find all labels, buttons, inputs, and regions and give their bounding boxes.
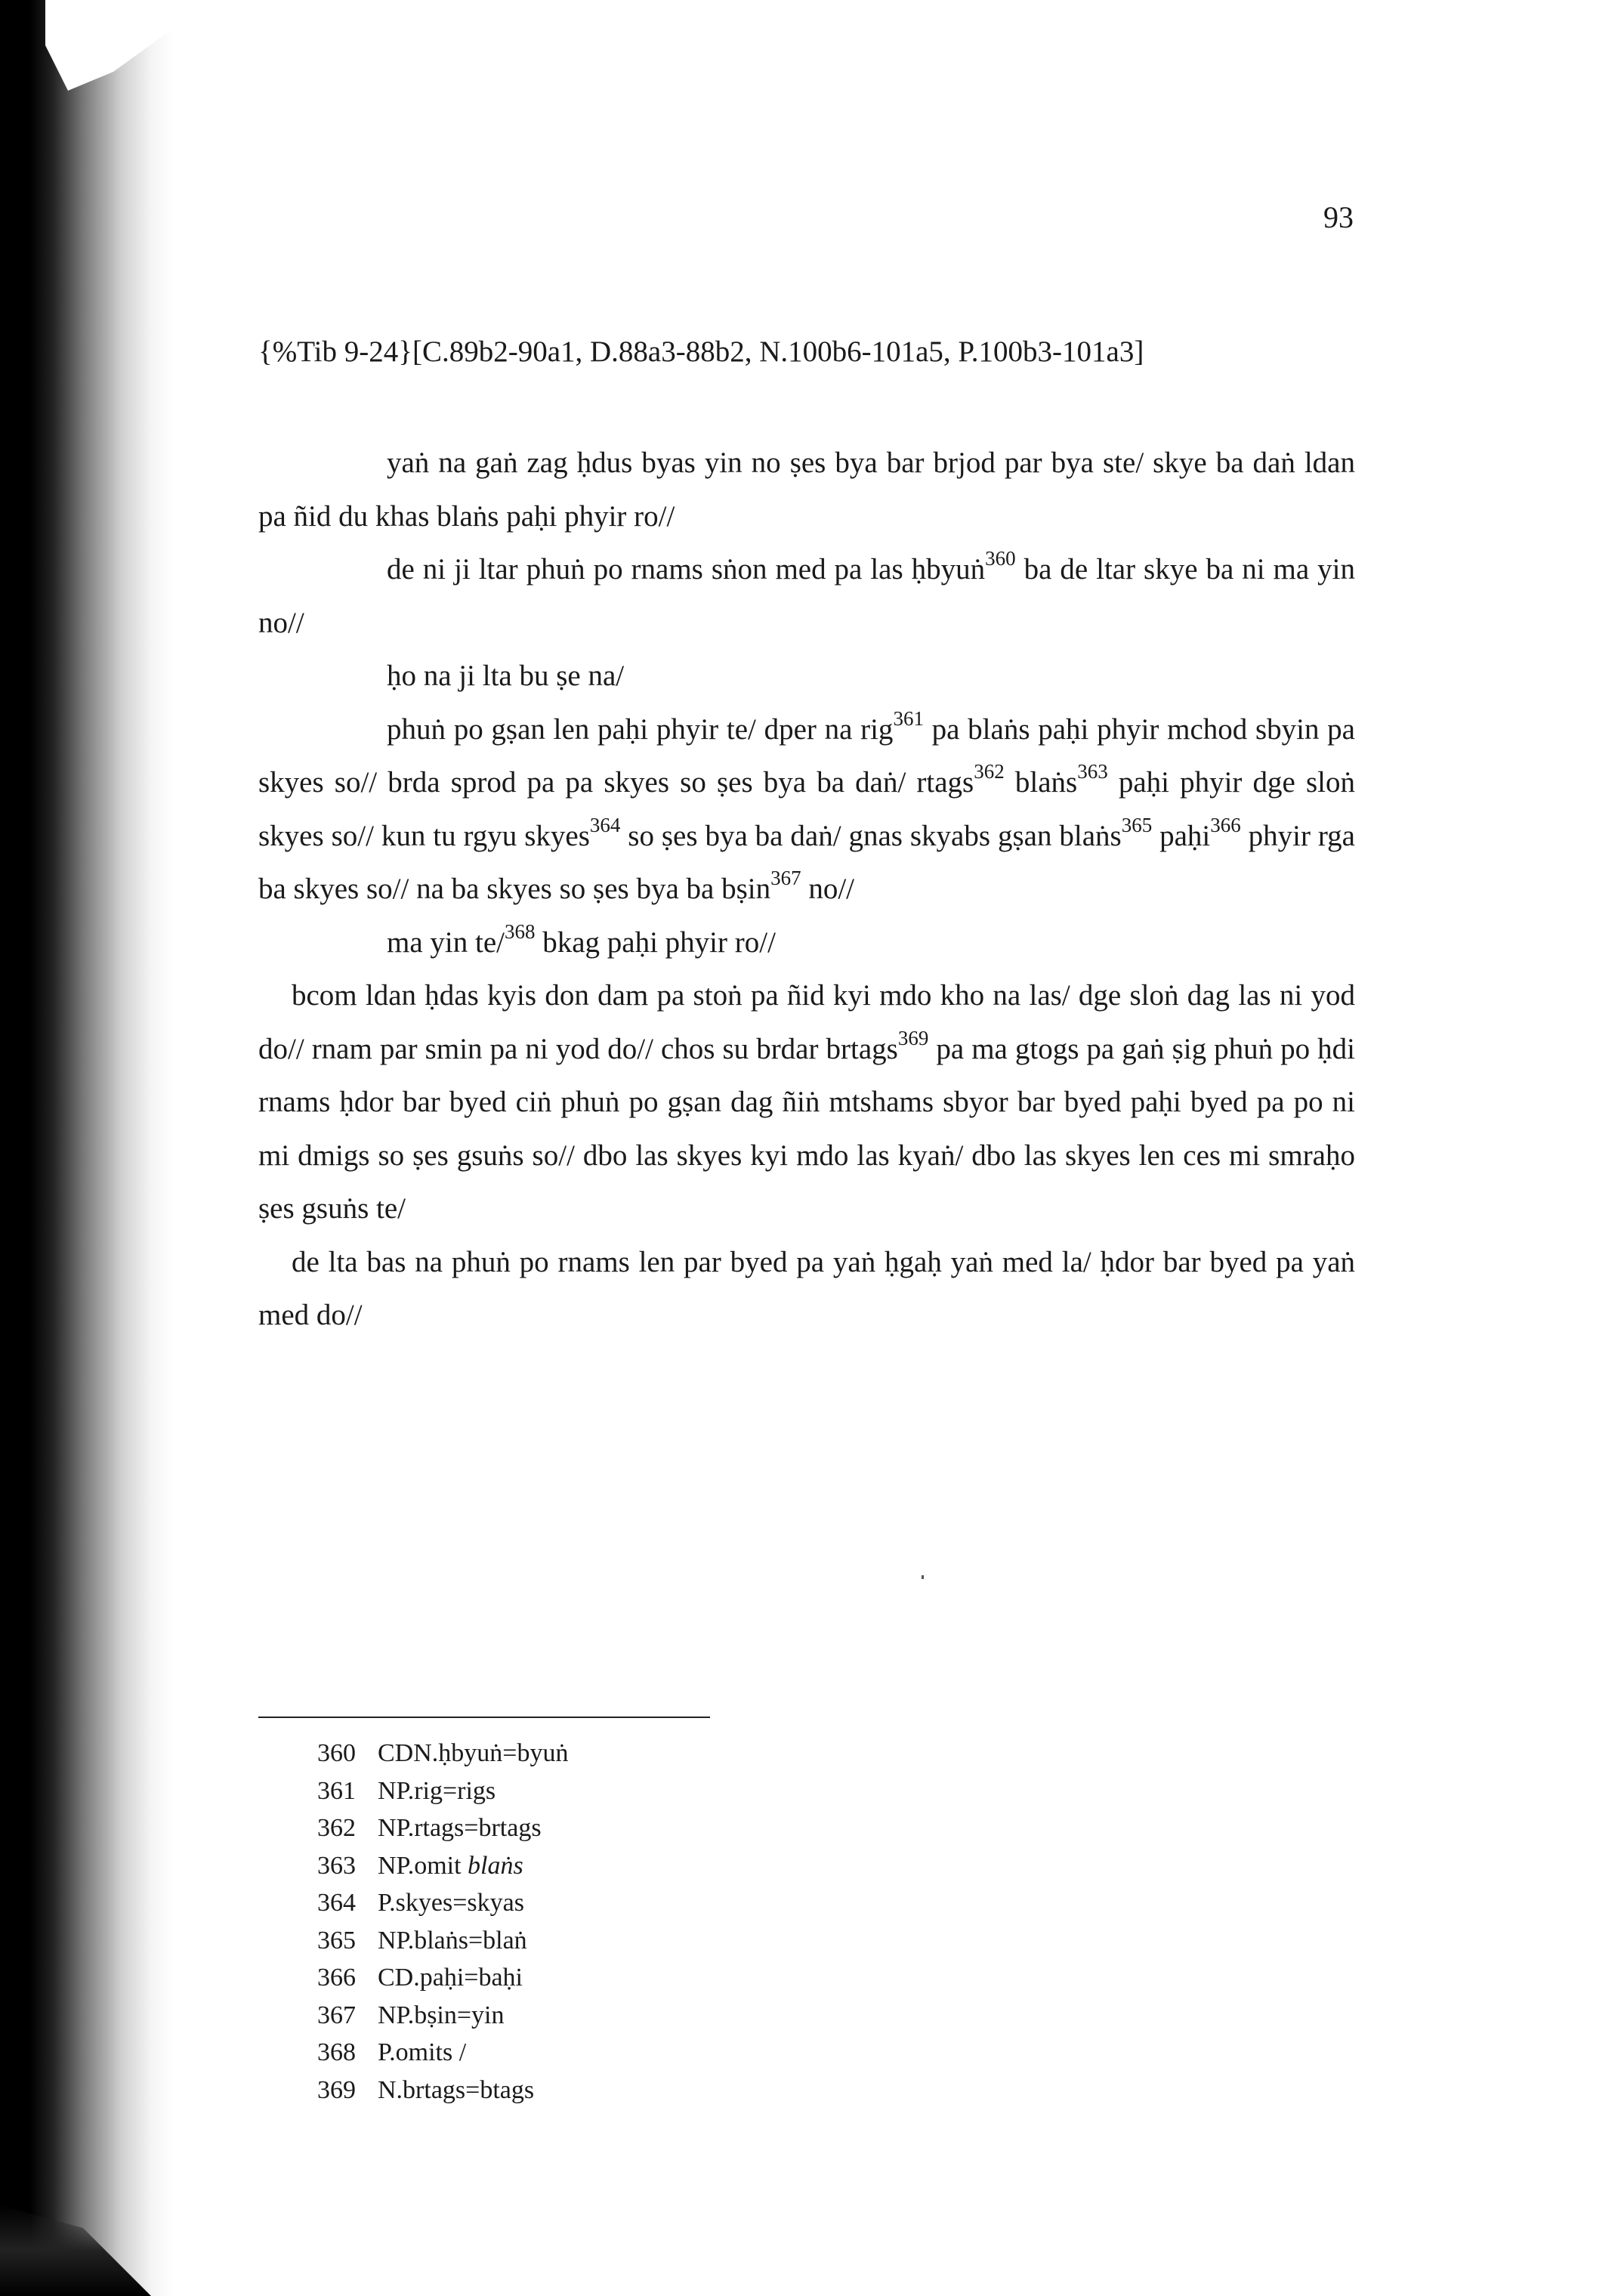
footnote: [317, 1997, 568, 2035]
footnote: [317, 2072, 568, 2109]
page-number: 93: [1323, 200, 1354, 234]
text-run: yaṅ na gaṅ zag ḥdus byas yin no ṣes bya bar brjod par bya ste/ skye ba daṅ ldan pa ñid du khas blaṅs paḥi phyir ro//: [258, 447, 1355, 533]
footnote-marker: 367: [770, 867, 801, 889]
footnote: [317, 1772, 568, 1810]
text-run: paḥi phyir dge sloṅ skyes so// kun tu rgyu skyes: [258, 766, 1355, 852]
paragraph-4: [258, 703, 1355, 916]
footnote-marker: 362: [974, 760, 1005, 783]
main-text: [258, 437, 1355, 1343]
footnote-text: NP.omit: [378, 1851, 468, 1880]
footnote-number: 366: [317, 1964, 356, 1992]
paragraph-1: [258, 437, 1355, 543]
text-run: bkag paḥi phyir ro//: [535, 926, 776, 959]
footnote-number: 367: [317, 2001, 356, 2029]
paragraph-3: [258, 650, 1355, 703]
footnote-marker: 366: [1210, 813, 1241, 836]
paragraph-6: [258, 969, 1355, 1236]
book-spine-shadow: [0, 0, 174, 2296]
footnote-text: NP.rig=rigs: [378, 1776, 496, 1805]
text-run: de lta bas na phuṅ po rnams len par byed pa yaṅ ḥgaḥ yaṅ med la/ ḥdor bar byed pa yaṅ med do//: [258, 1245, 1355, 1331]
footnote: [317, 1809, 568, 1847]
text-run: de ni ji ltar phuṅ po rnams sṅon med pa las ḥbyuṅ: [387, 553, 986, 586]
footnote-text: NP.blaṅs=blaṅ: [378, 1926, 527, 1955]
source-reference-header: {%Tib 9-24}[C.89b2-90a1, D.88a3-88b2, N.100b6-101a5, P.100b3-101a3]: [258, 335, 1144, 368]
footnotes-list: [317, 1735, 568, 2109]
text-run: ma yin te/: [387, 926, 505, 959]
footnote-text: CDN.ḥbyuṅ=byuṅ: [378, 1739, 569, 1767]
footnote-marker: 360: [985, 547, 1016, 570]
paragraph-5: [258, 916, 1355, 970]
footnote-text: CD.paḥi=baḥi: [378, 1964, 523, 1992]
footnote: [317, 1847, 568, 1885]
scan-speck: [922, 1575, 924, 1579]
paragraph-7: [258, 1236, 1355, 1343]
footnote-marker: 361: [893, 706, 924, 730]
text-run: phuṅ po gṣan len paḥi phyir te/ dper na rig: [387, 712, 894, 746]
footnote-marker: 364: [589, 813, 621, 836]
text-run: phyir rga ba skyes so// na ba skyes so ṣes bya ba bṣin: [258, 819, 1355, 905]
footnote-text: P.omits /: [378, 2038, 467, 2066]
footnote: [317, 1959, 568, 1997]
footnote-number: 361: [317, 1776, 356, 1805]
footnote: [317, 2034, 568, 2072]
footnote-number: 368: [317, 2038, 356, 2066]
text-run: blaṅs: [1004, 766, 1078, 799]
footnote-number: 369: [317, 2075, 356, 2104]
footnote-number: 364: [317, 1889, 356, 1917]
text-run: ba de ltar skye ba ni ma yin no//: [258, 553, 1355, 639]
text-run: bcom ldan ḥdas kyis don dam pa stoṅ pa ñid kyi mdo kho na las/ dge sloṅ dag las ni yod do// rnam par smin pa ni yod do// chos su brdar brtags: [258, 979, 1355, 1065]
text-run: pa ma gtogs pa gaṅ ṣig phuṅ po ḥdi rnams ḥdor bar byed ciṅ phuṅ po gṣan dag ñiṅ mtshams sbyor bar byed paḥi byed pa po ni mi dmigs so ṣes gsuṅs so// dbo las skyes kyi mdo las kyaṅ/ dbo las skyes len ces mi smraḥo ṣes gsuṅs te/: [258, 1032, 1356, 1225]
paragraph-2: [258, 543, 1355, 650]
text-run: paḥi: [1152, 819, 1211, 852]
footnote: [317, 1884, 568, 1922]
footnote-marker: 369: [897, 1026, 929, 1049]
footnote-marker: 368: [504, 919, 536, 943]
footnote-marker: 365: [1121, 813, 1153, 836]
text-run: no//: [801, 873, 855, 905]
footnote-text: P.skyes=skyas: [378, 1889, 524, 1917]
text-run: ḥo na ji lta bu ṣe na/: [387, 660, 625, 692]
footnote-marker: 363: [1077, 760, 1108, 783]
footnote-number: 360: [317, 1739, 356, 1767]
footnote-number: 362: [317, 1814, 356, 1842]
footnote-number: 365: [317, 1926, 356, 1955]
footnote-text: N.brtags=btags: [378, 2075, 535, 2104]
footnote: [317, 1922, 568, 1960]
footnote: [317, 1735, 568, 1772]
text-run: so ṣes bya ba daṅ/ gnas skyabs gṣan blaṅs: [620, 819, 1122, 852]
footnote-text: NP.rtags=brtags: [378, 1814, 542, 1842]
footnote-italic-term: blaṅs: [468, 1851, 523, 1880]
text-run: pa blaṅs paḥi phyir mchod sbyin pa skyes so// brda sprod pa pa skyes so ṣes bya ba daṅ/ rtags: [258, 712, 1355, 799]
footnote-text: NP.bṣin=yin: [378, 2001, 505, 2029]
footnote-divider: [258, 1717, 710, 1718]
footnote-number: 363: [317, 1851, 356, 1880]
